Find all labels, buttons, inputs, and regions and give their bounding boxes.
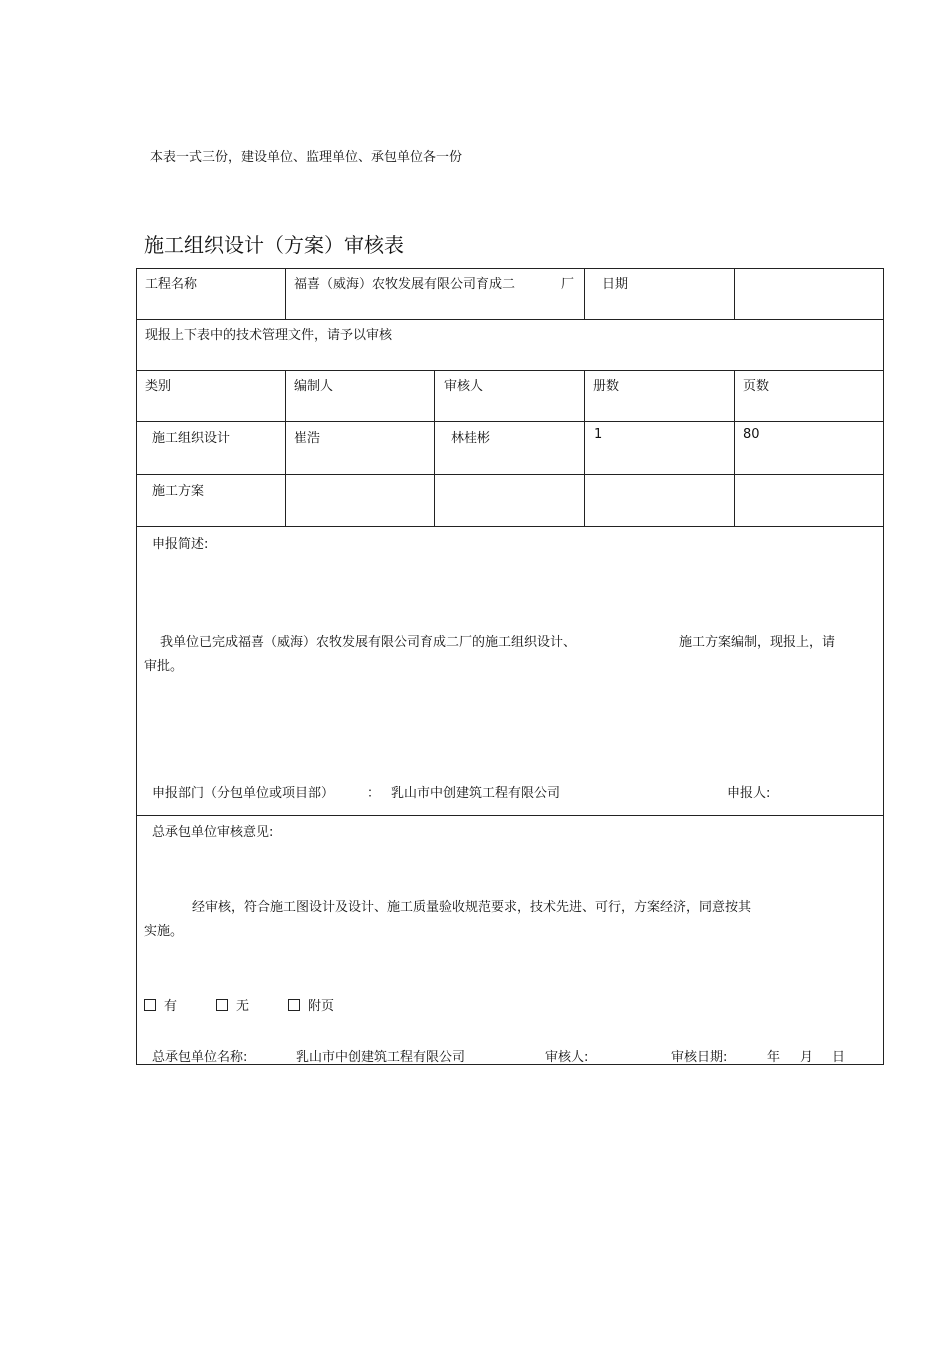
checkbox-label: 有 [164, 999, 178, 1014]
cell-category: 施工方案 [152, 484, 205, 499]
review-body-line1: 经审核，符合施工图设计及设计、施工质量验收规范要求，技术先进、可行，方案经济，同意按其 [192, 900, 752, 915]
cell-reviewer: 林桂彬 [451, 431, 491, 446]
project-name-value: 福喜（威海）农牧发展有限公司育成二 [294, 277, 516, 292]
request-text: 现报上下表中的技术管理文件，请予以审核 [145, 328, 393, 343]
row-divider [137, 526, 883, 527]
review-month: 月 [800, 1050, 814, 1065]
review-body-line2: 实施。 [144, 924, 184, 939]
row-divider [137, 370, 883, 371]
col-divider [285, 370, 286, 526]
checkbox-label: 无 [236, 999, 250, 1014]
review-label: 总承包单位审核意见: [152, 825, 274, 840]
checkbox-icon[interactable] [216, 999, 228, 1011]
checkbox-icon[interactable] [288, 999, 300, 1011]
row-divider [137, 474, 883, 475]
report-dept-value: 乳山市中创建筑工程有限公司 [391, 786, 561, 801]
col-divider [285, 269, 286, 319]
header-pages: 页数 [743, 379, 770, 394]
header-category: 类别 [145, 379, 172, 394]
report-body-line1-tail: 施工方案编制，现报上，请 [679, 635, 836, 650]
checkbox-attachment[interactable] [288, 995, 334, 1014]
header-volumes: 册数 [593, 379, 620, 394]
unit-value: 乳山市中创建筑工程有限公司 [296, 1050, 466, 1065]
review-date-label: 审核日期: [671, 1050, 728, 1065]
col-divider [734, 370, 735, 526]
date-label: 日期 [602, 277, 629, 292]
row-divider [137, 319, 883, 320]
row-divider [137, 815, 883, 816]
cell-volumes: 1 [594, 427, 603, 442]
review-form [136, 268, 884, 1065]
cell-author: 崔浩 [294, 431, 321, 446]
project-name-label: 工程名称 [145, 277, 198, 292]
review-day: 日 [832, 1050, 846, 1065]
row-divider [137, 421, 883, 422]
col-divider [584, 370, 585, 526]
col-divider [584, 269, 585, 319]
unit-label: 总承包单位名称: [152, 1050, 248, 1065]
project-name-tail: 厂 [561, 277, 575, 292]
header-reviewer: 审核人 [444, 379, 484, 394]
cell-category: 施工组织设计 [152, 431, 231, 446]
reporter-label: 申报人: [727, 786, 771, 801]
col-divider [434, 370, 435, 526]
report-body-line1: 我单位已完成福喜（威海）农牧发展有限公司育成二厂的施工组织设计、 [160, 635, 577, 650]
cell-pages: 80 [743, 427, 760, 442]
report-dept-colon: ： [367, 786, 381, 801]
report-dept-label: 申报部门（分包单位或项目部） [152, 786, 335, 801]
report-body-line2: 审批。 [144, 659, 184, 674]
checkbox-label: 附页 [308, 999, 335, 1014]
form-title: 施工组织设计（方案）审核表 [144, 233, 404, 257]
checkbox-none[interactable] [216, 995, 249, 1014]
reviewer-label: 审核人: [545, 1050, 589, 1065]
review-year: 年 [767, 1050, 781, 1065]
checkbox-has[interactable] [144, 995, 177, 1014]
distribution-note: 本表一式三份，建设单位、监理单位、承包单位各一份 [150, 150, 463, 165]
col-divider [734, 269, 735, 319]
header-author: 编制人 [294, 379, 334, 394]
report-label: 申报简述: [152, 537, 209, 552]
checkbox-icon[interactable] [144, 999, 156, 1011]
